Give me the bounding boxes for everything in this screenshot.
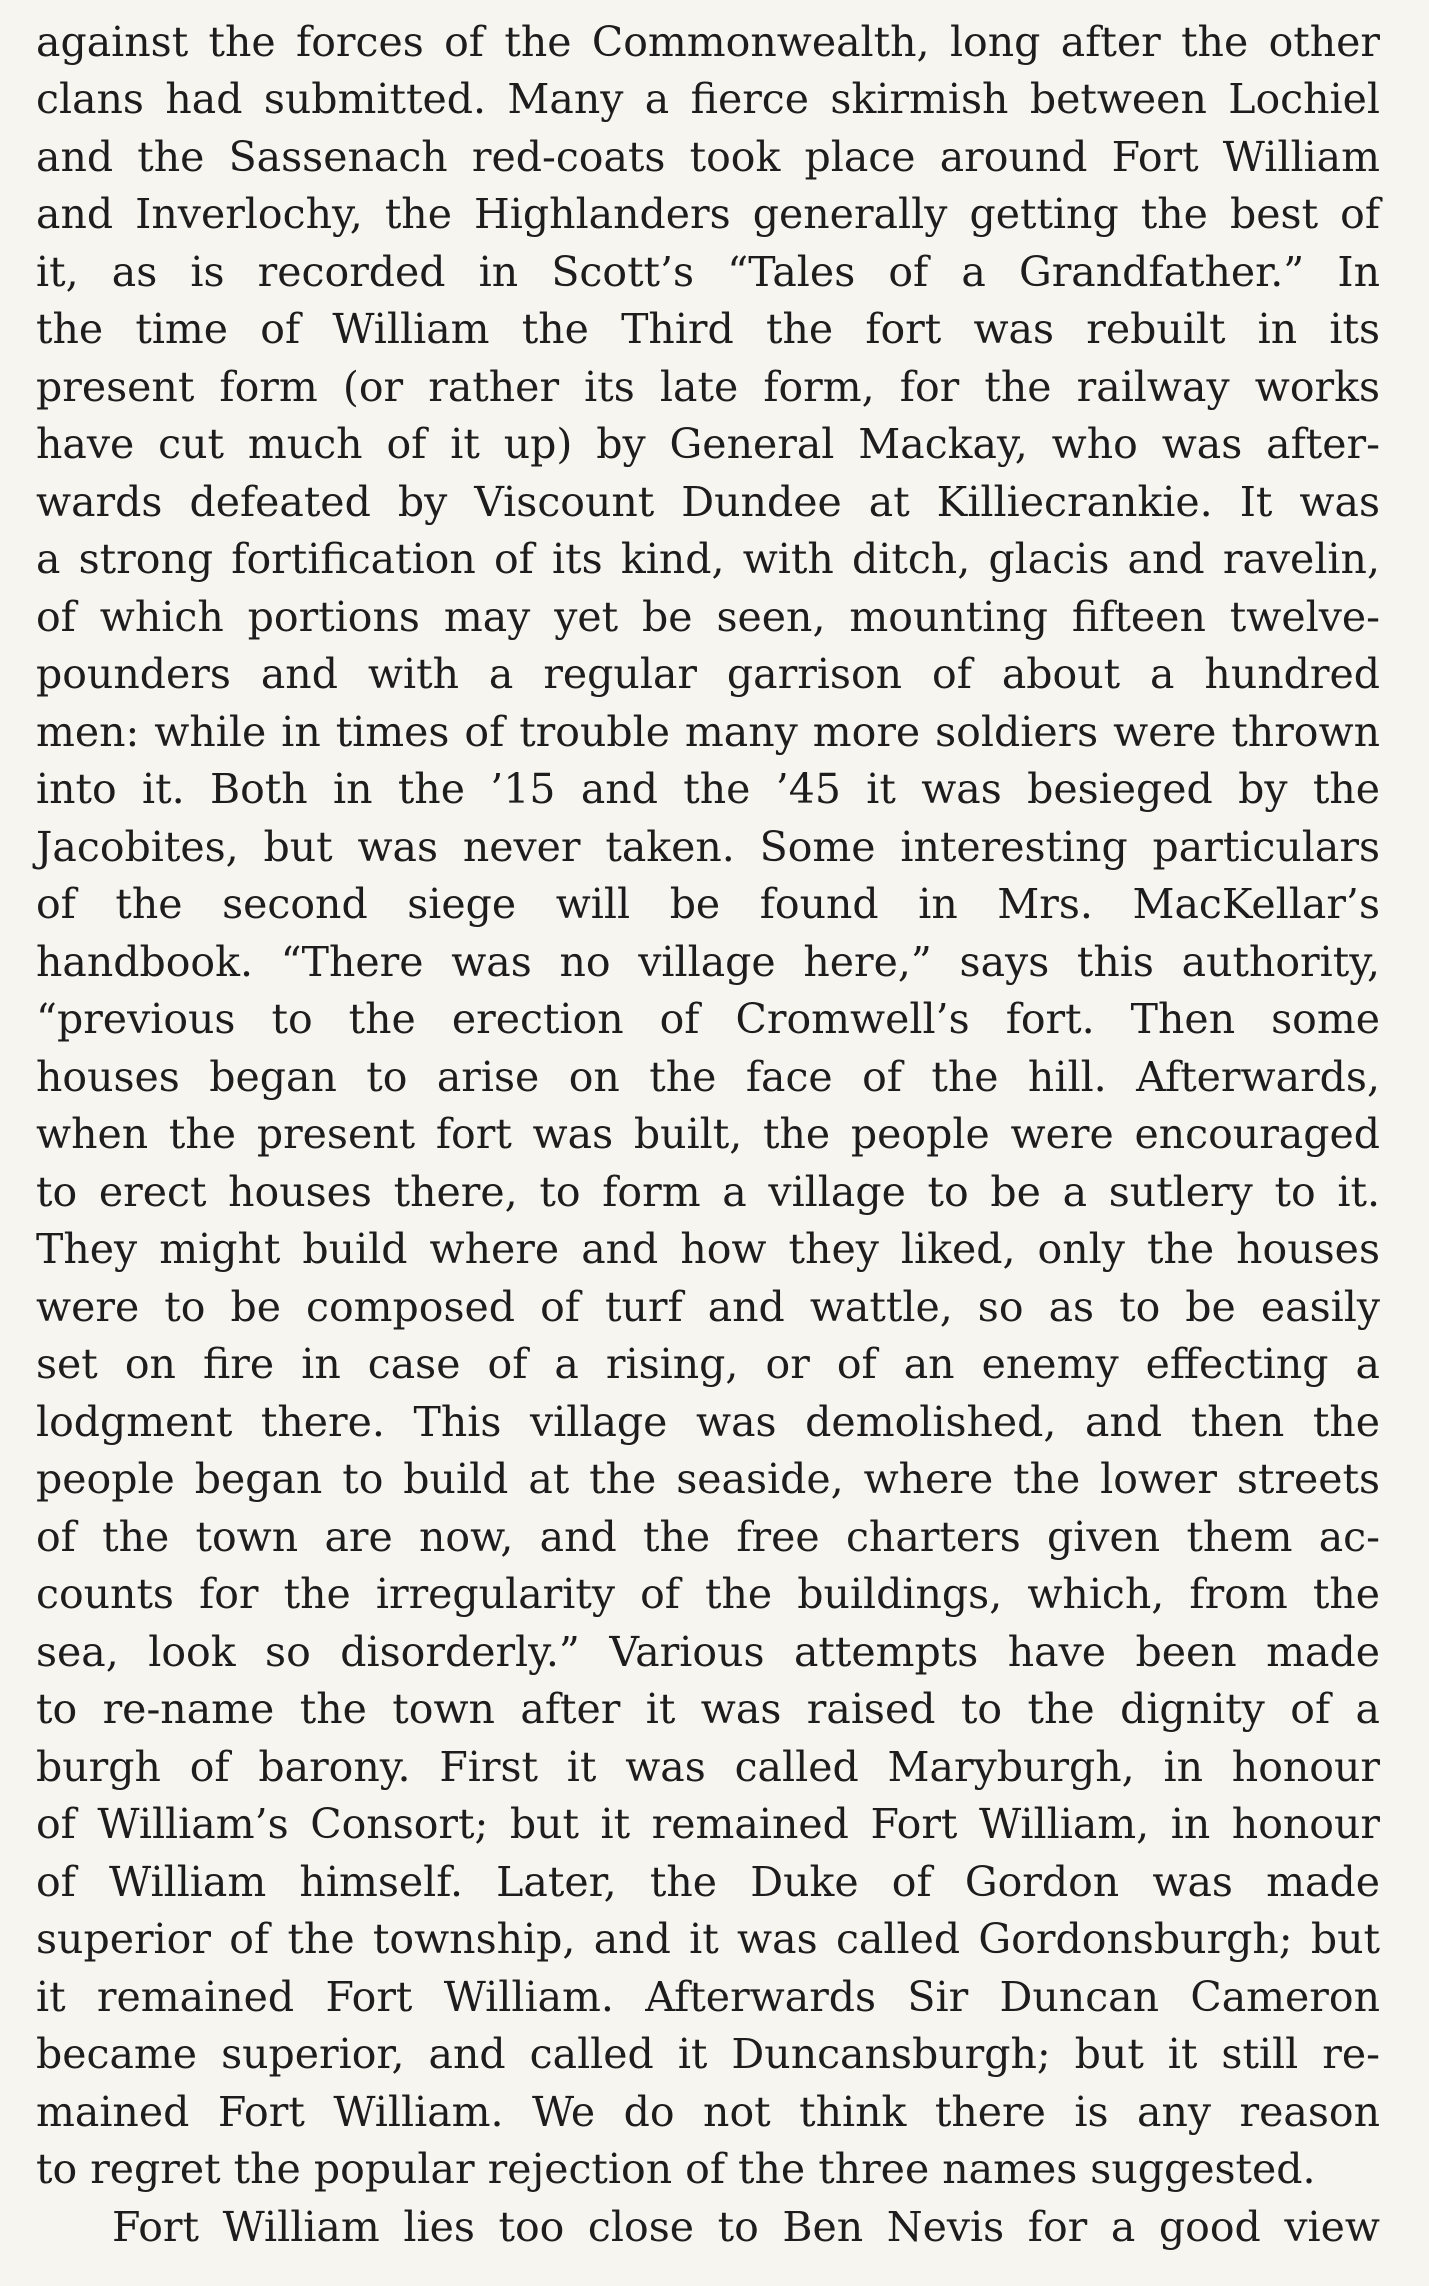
text-line: mained Fort William. We do not think there is any reason: [36, 2088, 1380, 2136]
text-line: “previous to the erection of Cromwell’s fort. Then some: [36, 995, 1380, 1043]
text-line: clans had submitted. Many a fierce skirmish between Lochiel: [36, 75, 1380, 123]
text-line: of which portions may yet be seen, mounting fifteen twelve-: [36, 593, 1380, 641]
text-line: burgh of barony. First it was called Maryburgh, in honour: [36, 1743, 1380, 1791]
text-line: into it. Both in the ’15 and the ’45 it was besieged by the: [36, 765, 1380, 813]
text-line: men: while in times of trouble many more soldiers were thrown: [36, 708, 1380, 756]
text-line: have cut much of it up) by General Mackay, who was after-: [36, 420, 1380, 468]
book-page: [36, 14, 1380, 2276]
text-line: and the Sassenach red-coats took place around Fort William: [36, 133, 1380, 181]
text-line: became superior, and called it Duncansburgh; but it still re-: [36, 2030, 1380, 2078]
text-line: Fort William lies too close to Ben Nevis for a good view: [112, 2203, 1380, 2251]
text-line: present form (or rather its late form, for the railway works: [36, 363, 1380, 411]
text-line: Jacobites, but was never taken. Some interesting particulars: [36, 823, 1380, 871]
text-line: a strong fortification of its kind, with ditch, glacis and ravelin,: [36, 535, 1380, 583]
text-line: houses began to arise on the face of the hill. Afterwards,: [36, 1053, 1380, 1101]
text-line: to erect houses there, to form a village to be a sutlery to it.: [36, 1168, 1380, 1216]
text-line: superior of the township, and it was called Gordonsburgh; but: [36, 1915, 1380, 1963]
text-line: handbook. “There was no village here,” says this authority,: [36, 938, 1380, 986]
text-line: wards defeated by Viscount Dundee at Killiecrankie. It was: [36, 478, 1380, 526]
text-line: of the second siege will be found in Mrs. MacKellar’s: [36, 880, 1380, 928]
text-line: were to be composed of turf and wattle, so as to be easily: [36, 1283, 1380, 1331]
text-line: pounders and with a regular garrison of about a hundred: [36, 650, 1380, 698]
text-line: it, as is recorded in Scott’s “Tales of a Grandfather.” In: [36, 248, 1380, 296]
text-line: of William’s Consort; but it remained Fort William, in honour: [36, 1800, 1380, 1848]
text-line: of William himself. Later, the Duke of Gordon was made: [36, 1858, 1380, 1906]
text-line: when the present fort was built, the people were encouraged: [36, 1110, 1380, 1158]
text-line: it remained Fort William. Afterwards Sir Duncan Cameron: [36, 1973, 1380, 2021]
text-line: and Inverlochy, the Highlanders generally getting the best of: [36, 190, 1380, 238]
text-line: counts for the irregularity of the buildings, which, from the: [36, 1570, 1380, 1618]
text-line: the time of William the Third the fort was rebuilt in its: [36, 305, 1380, 353]
text-line: set on fire in case of a rising, or of an enemy effecting a: [36, 1340, 1380, 1388]
text-line: against the forces of the Commonwealth, long after the other: [36, 18, 1380, 66]
text-line: to regret the popular rejection of the three names suggested.: [36, 2145, 1316, 2193]
text-line: They might build where and how they liked, only the houses: [36, 1225, 1380, 1273]
text-line: lodgment there. This village was demolished, and then the: [36, 1398, 1380, 1446]
text-line: of the town are now, and the free charters given them ac-: [36, 1513, 1380, 1561]
text-line: to re-name the town after it was raised to the dignity of a: [36, 1685, 1380, 1733]
text-line: people began to build at the seaside, where the lower streets: [36, 1455, 1380, 1503]
text-line: sea, look so disorderly.” Various attempts have been made: [36, 1628, 1380, 1676]
